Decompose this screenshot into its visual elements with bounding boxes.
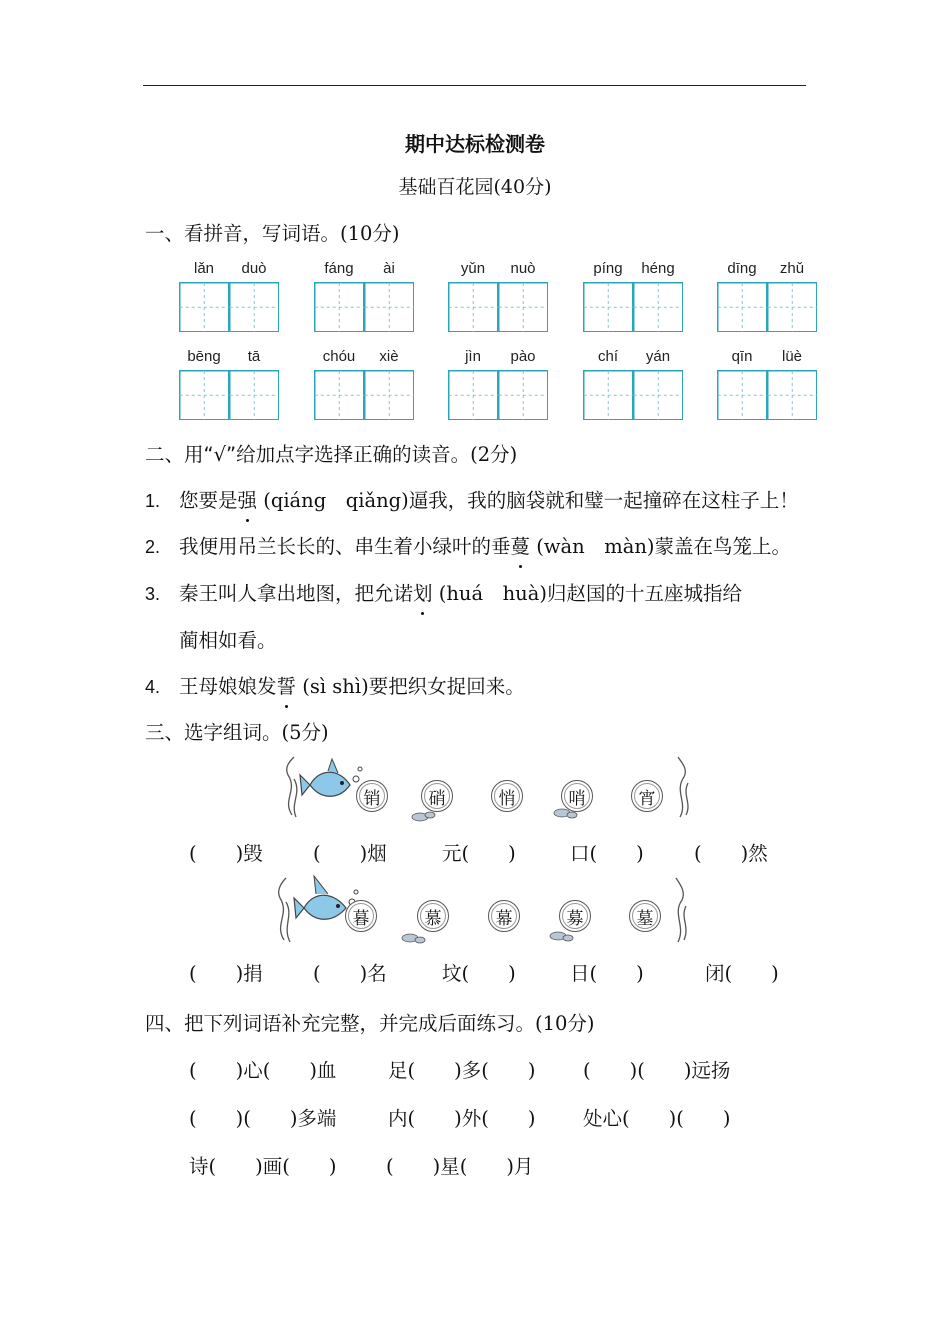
question-continuation: 蔺相如看。: [179, 629, 277, 652]
char-option: 哨: [561, 780, 593, 812]
dotted-char: 蔓: [510, 535, 531, 558]
pinyin-syllable: zhǔ: [779, 260, 805, 277]
pinyin-syllable: lüè: [781, 348, 803, 365]
pinyin-syllable: yǔn: [460, 260, 486, 277]
dotted-char: 划: [413, 582, 433, 605]
pinyin-word-box: [314, 348, 414, 423]
writing-grid[interactable]: [717, 370, 817, 420]
char-option: 暮: [345, 900, 377, 932]
writing-grid[interactable]: [583, 370, 683, 420]
section4-heading: 四、把下列词语补充完整，并完成后面练习。(10分): [145, 1012, 595, 1035]
writing-grid[interactable]: [717, 282, 817, 332]
pinyin-syllable: héng: [641, 260, 675, 277]
writing-grid[interactable]: [179, 370, 279, 420]
pinyin-syllable: duò: [241, 260, 267, 277]
section-subtitle: 基础百花园(40分): [398, 176, 552, 198]
idiom-blank[interactable]: 足( )多( ): [388, 1059, 536, 1082]
fill-blank[interactable]: 元( ): [442, 842, 516, 865]
idiom-blank[interactable]: 诗( )画( ): [189, 1155, 337, 1178]
idiom-blank[interactable]: ( )( )远扬: [583, 1059, 731, 1082]
question-item: 2. 我便用吊兰长长的、串生着小绿叶的垂蔓 (wàn màn)蒙盖在鸟笼上。: [145, 535, 792, 558]
pinyin-syllable: dīng: [727, 260, 757, 277]
char-option: 幕: [488, 900, 520, 932]
pinyin-syllable: bēng: [187, 348, 221, 365]
pinyin-syllable: jìn: [465, 348, 481, 365]
writing-grid[interactable]: [179, 282, 279, 332]
pinyin-syllable: yán: [645, 348, 671, 365]
pinyin-syllable: chóu: [322, 348, 356, 365]
question-item: 4. 王母娘娘发誓 (sì shì)要把织女捉回来。: [145, 675, 525, 698]
char-option: 悄: [491, 780, 523, 812]
section3-heading: 三、选字组词。(5分): [145, 721, 329, 744]
pinyin-syllable: tā: [247, 348, 261, 365]
char-option: 宵: [631, 780, 663, 812]
fill-blank[interactable]: 闭( ): [705, 962, 779, 985]
fill-blank[interactable]: 口( ): [570, 842, 644, 865]
pinyin-syllable: xiè: [379, 348, 399, 365]
pinyin-word-box: [583, 260, 683, 335]
pebble-icon: [402, 932, 573, 943]
writing-grid[interactable]: [314, 282, 414, 332]
pinyin-word-box: [314, 260, 414, 335]
seaweed-icon: [678, 757, 688, 817]
writing-grid[interactable]: [448, 370, 548, 420]
fill-blank[interactable]: ( )然: [694, 842, 768, 865]
pinyin-syllable: píng: [593, 260, 623, 277]
char-option: 慕: [417, 900, 449, 932]
char-option: 销: [356, 780, 388, 812]
dotted-char: 强: [237, 489, 258, 512]
idiom-blank[interactable]: ( )心( )血: [189, 1059, 337, 1082]
pinyin-syllable: ài: [383, 260, 395, 277]
pinyin-word-box: [448, 348, 548, 423]
seaweed-icon: [676, 878, 686, 942]
char-option: 硝: [421, 780, 453, 812]
writing-grid[interactable]: [583, 282, 683, 332]
pinyin-syllable: qīn: [731, 348, 753, 365]
fill-blank[interactable]: 日( ): [570, 962, 644, 985]
pinyin-word-box: [717, 260, 817, 335]
fill-blank[interactable]: 坟( ): [442, 962, 516, 985]
pinyin-syllable: fáng: [324, 260, 354, 277]
section1-heading: 一、看拼音，写词语。(10分): [145, 222, 400, 245]
pinyin-syllable: pào: [510, 348, 536, 365]
idiom-blank[interactable]: ( )星( )月: [386, 1155, 534, 1178]
seaweed-icon: [279, 878, 290, 942]
fish-icon: [300, 759, 350, 796]
seaweed-icon: [287, 757, 297, 817]
fill-blank[interactable]: ( )烟: [313, 842, 387, 865]
fill-blank[interactable]: ( )毁: [189, 842, 263, 865]
question-item: 1. 您要是强 (qiáng qiǎng)逼我，我的脑袋就和璧一起撞碎在这柱子上！: [145, 489, 799, 512]
question-item: 3. 秦王叫人拿出地图，把允诺划 (huá huà)归赵国的十五座城指给: [145, 582, 742, 605]
writing-grid[interactable]: [448, 282, 548, 332]
pinyin-syllable: chí: [597, 348, 618, 365]
fill-blank[interactable]: ( )捐: [189, 962, 263, 985]
pinyin-word-box: [179, 348, 279, 423]
fish-icon: [294, 876, 346, 919]
bubble-icon: [353, 767, 362, 782]
fill-blank[interactable]: ( )名: [313, 962, 387, 985]
idiom-blank[interactable]: 内( )外( ): [388, 1107, 536, 1130]
idiom-blank[interactable]: ( )( )多端: [189, 1107, 337, 1130]
dotted-char: 誓: [276, 675, 297, 698]
pinyin-syllable: nuò: [510, 260, 536, 277]
pinyin-word-box: [583, 348, 683, 423]
pinyin-word-box: [717, 348, 817, 423]
page-title: 期中达标检测卷: [405, 132, 545, 156]
pinyin-syllable: lǎn: [193, 260, 215, 277]
pinyin-word-box: [179, 260, 279, 335]
pinyin-word-box: [448, 260, 548, 335]
char-option: 募: [559, 900, 591, 932]
section2-heading: 二、用“√”给加点字选择正确的读音。(2分): [145, 443, 518, 466]
char-option: 墓: [629, 900, 661, 932]
idiom-blank[interactable]: 处心( )( ): [583, 1107, 731, 1130]
header-rule: [143, 85, 806, 86]
writing-grid[interactable]: [314, 370, 414, 420]
